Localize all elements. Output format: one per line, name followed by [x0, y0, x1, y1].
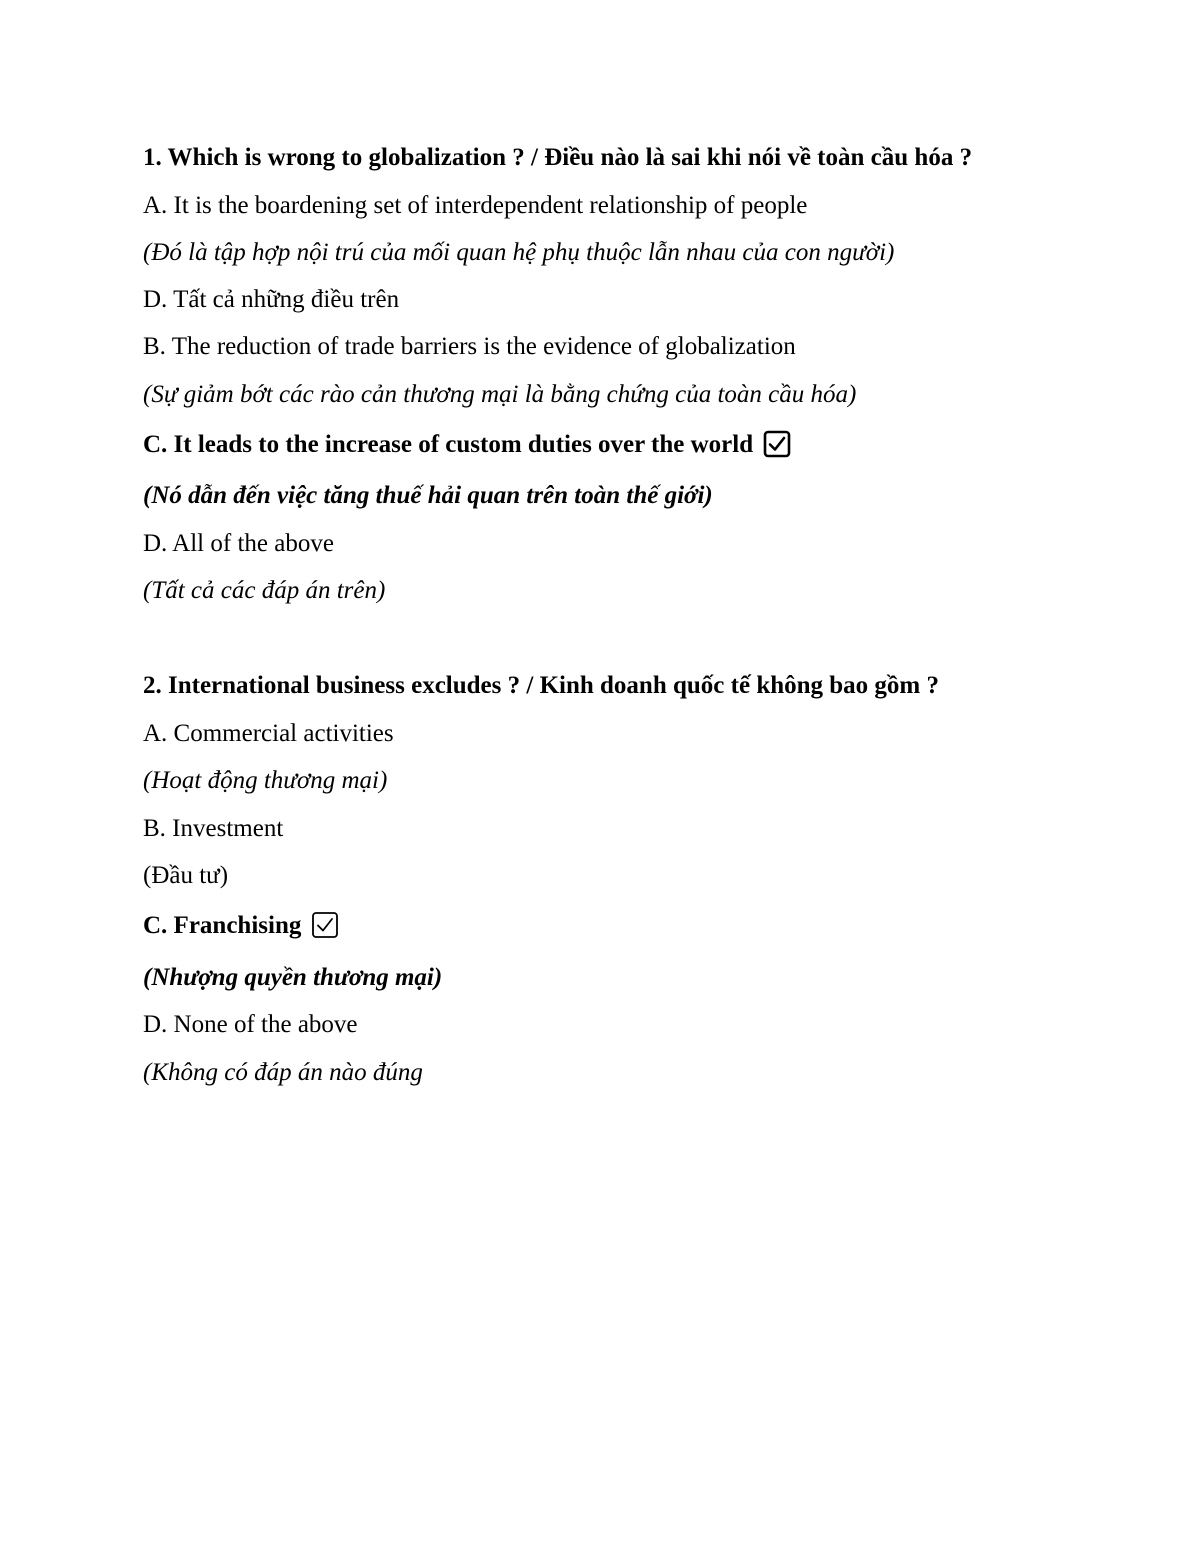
- question-1-title: 1. Which is wrong to globalization ? / Điều nào là sai khi nói về toàn cầu hóa ?: [143, 144, 973, 171]
- checkbox-checked-icon: [763, 430, 791, 458]
- q2-option-d-translation: (Không có đáp án nào đúng: [143, 1059, 423, 1086]
- q2-option-c-correct: [143, 911, 339, 941]
- q2-option-d: D. None of the above: [143, 1011, 358, 1038]
- q2-option-b-translation: (Đầu tư): [143, 862, 229, 889]
- q1-option-b: B. The reduction of trade barriers is the evidence of globalization: [143, 333, 796, 360]
- q1-option-c-correct: [143, 430, 791, 460]
- q1-option-c-translation: (Nó dẫn đến việc tăng thuế hải quan trên toàn thế giới): [143, 482, 713, 509]
- q2-option-c-translation: (Nhượng quyền thương mại): [143, 964, 443, 991]
- q1-option-c-text: C. It leads to the increase of custom duties over the world: [143, 431, 754, 458]
- q2-option-a-translation: (Hoạt động thương mại): [143, 767, 388, 794]
- question-2-title: 2. International business excludes ? / Kinh doanh quốc tế không bao gồm ?: [143, 672, 940, 699]
- q1-option-d-translation: (Tất cả các đáp án trên): [143, 577, 386, 604]
- q1-option-b-translation: (Sự giảm bớt các rào cản thương mại là bằng chứng của toàn cầu hóa): [143, 381, 857, 408]
- q2-option-c-text: C. Franchising: [143, 912, 302, 939]
- q2-option-b: B. Investment: [143, 815, 284, 842]
- q1-option-d: D. All of the above: [143, 530, 334, 557]
- q1-option-a: A. It is the boardening set of interdependent relationship of people: [143, 192, 808, 219]
- q2-option-a: A. Commercial activities: [143, 720, 394, 747]
- checkbox-checked-icon: [311, 911, 339, 939]
- q1-option-a-translation: (Đó là tập hợp nội trú của mối quan hệ phụ thuộc lẫn nhau của con người): [143, 239, 895, 266]
- q1-note-d-vietnamese: D. Tất cả những điều trên: [143, 286, 400, 313]
